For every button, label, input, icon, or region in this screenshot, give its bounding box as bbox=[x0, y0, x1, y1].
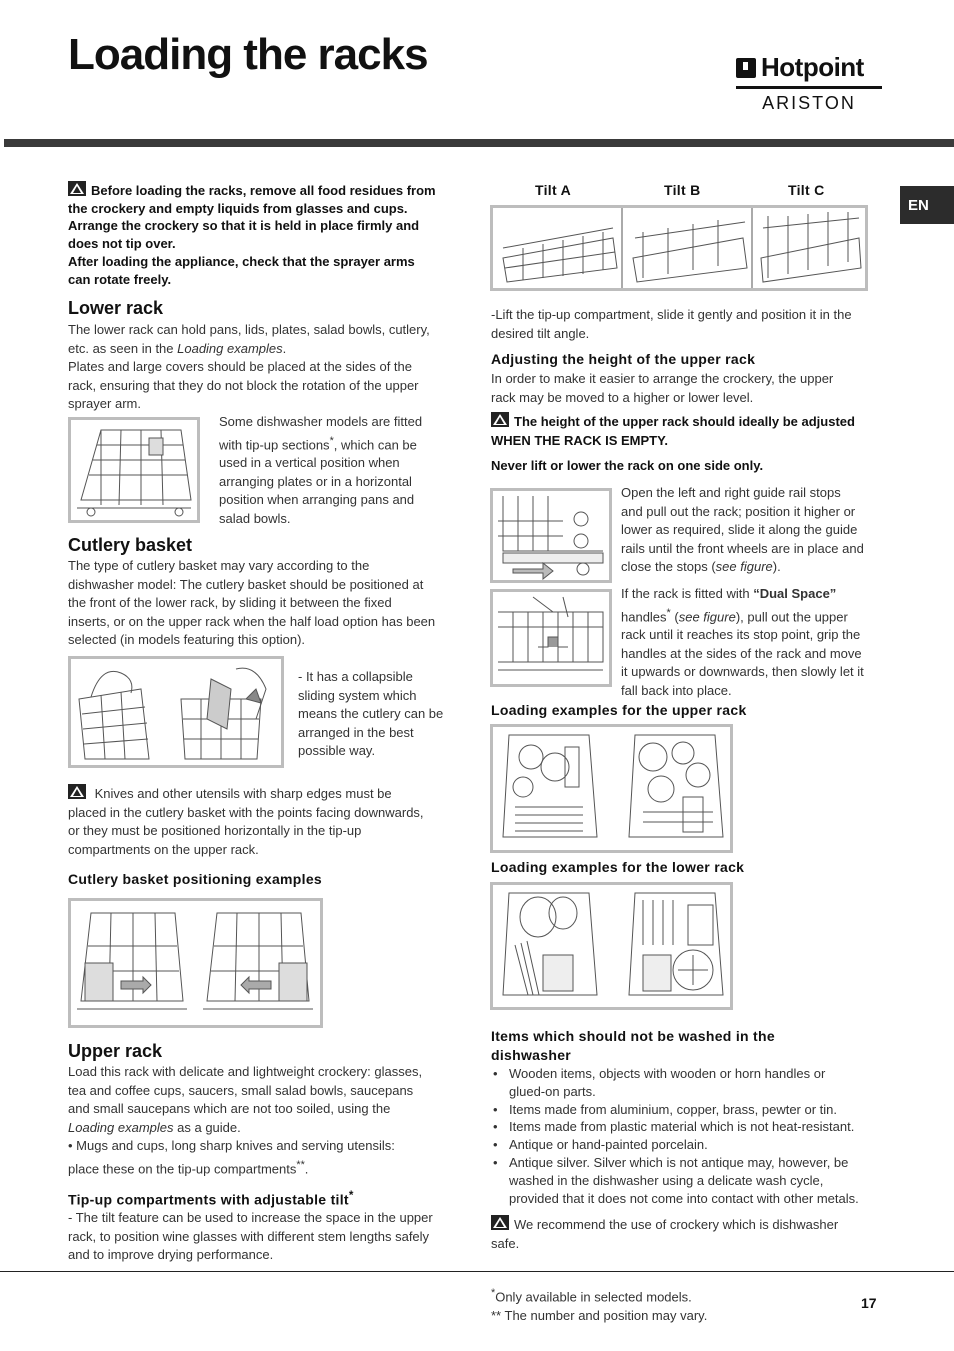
cutlery-examples-heading: Cutlery basket positioning examples bbox=[68, 871, 323, 887]
tilt-c-label: Tilt C bbox=[788, 182, 825, 198]
brand-name: Hotpoint bbox=[761, 52, 864, 82]
text-span: . bbox=[282, 340, 287, 356]
text-line: • Mugs and cups, long sharp knives and serving utensils: bbox=[68, 1138, 395, 1153]
cutlery-positioning-figure bbox=[68, 898, 323, 1028]
cutlery-basket-text bbox=[68, 557, 460, 650]
text-span: with tip-up sections bbox=[219, 436, 330, 452]
intro-warning-line: Arrange the crockery so that it is held in place firmly and bbox=[68, 218, 420, 234]
text-line: sliding system which bbox=[298, 687, 417, 703]
text-span: The height of the upper rack should ideally be adjusted bbox=[514, 414, 855, 429]
text-span: Knives and other utensils with sharp edges must be bbox=[94, 786, 392, 801]
text-line: - The tilt feature can be used to increase the space in the upper bbox=[68, 1210, 433, 1225]
text-em: see figure bbox=[678, 608, 736, 624]
logo-divider bbox=[736, 86, 882, 89]
adjusting-text bbox=[491, 370, 881, 407]
text-span: ). bbox=[772, 559, 781, 574]
footnote-mark: * bbox=[491, 1287, 496, 1299]
lower-rack-text bbox=[68, 321, 458, 414]
text-span: , which can be bbox=[333, 436, 417, 452]
text-line: possible way. bbox=[298, 743, 376, 758]
language-tab: EN bbox=[900, 186, 954, 224]
loading-lower-heading: Loading examples for the lower rack bbox=[491, 859, 745, 875]
footnote-text: Only available in selected models. bbox=[495, 1289, 692, 1305]
dual-space-term: “Dual Space” bbox=[753, 586, 837, 601]
text-em: see figure bbox=[715, 559, 773, 574]
dual-space-figure bbox=[490, 589, 612, 687]
guide-rail-illustration bbox=[493, 491, 609, 580]
lower-rack-figure bbox=[68, 417, 200, 523]
text-line: glued-on parts. bbox=[509, 1083, 596, 1099]
header-bar bbox=[4, 139, 954, 147]
height-warning bbox=[491, 412, 886, 450]
heading-line: dishwasher bbox=[491, 1047, 572, 1063]
text-line: • Antique silver. Silver which is not antique may, however, be bbox=[509, 1154, 849, 1170]
page-title: Loading the racks bbox=[68, 30, 428, 79]
warning-icon bbox=[68, 784, 86, 799]
loading-upper-heading: Loading examples for the upper rack bbox=[491, 702, 747, 718]
text-line: Open the left and right guide rail stops bbox=[621, 485, 841, 500]
text-span: ( bbox=[670, 608, 679, 624]
text-line: • Items made from plastic material which is not heat-resistant. bbox=[509, 1119, 855, 1135]
knives-warning bbox=[68, 784, 460, 859]
loading-lower-illustration bbox=[493, 885, 730, 1007]
text-line: position when arranging pans and bbox=[219, 492, 415, 508]
upper-rack-text bbox=[68, 1063, 460, 1178]
text-span: place these on the tip-up compartments bbox=[68, 1160, 297, 1176]
collapsible-text bbox=[298, 668, 458, 761]
text-line: inserts, or on the upper rack when the half load option has been bbox=[68, 613, 436, 629]
lower-rack-heading: Lower rack bbox=[68, 298, 164, 318]
text-line: and small saucepans which are not too soiled, using the bbox=[68, 1101, 391, 1116]
text-span: as a guide. bbox=[173, 1119, 241, 1135]
tipup-sections-text bbox=[219, 413, 459, 528]
tilt-a-label: Tilt A bbox=[535, 182, 572, 198]
page-number: 17 bbox=[861, 1295, 877, 1311]
text-line: arranged in the best bbox=[298, 724, 414, 740]
text-line: compartments on the upper rack. bbox=[68, 841, 259, 857]
text-line: In order to make it easier to arrange the crockery, the upper bbox=[491, 371, 834, 386]
lower-rack-illustration bbox=[71, 420, 197, 520]
adjusting-heading: Adjusting the height of the upper rack bbox=[491, 351, 756, 367]
not-washed-heading bbox=[491, 1027, 775, 1065]
dual-space-text bbox=[621, 585, 883, 700]
loading-lower-figure bbox=[490, 882, 733, 1010]
text-line: • Items made from aluminium, copper, brass, pewter or tin. bbox=[509, 1101, 838, 1117]
text-line: provided that it does not come into contact with other metals. bbox=[509, 1190, 859, 1206]
hotpoint-mark-icon bbox=[736, 58, 756, 78]
cutlery-basket-illustration bbox=[71, 659, 281, 765]
tipup-heading-text: Tip-up compartments with adjustable tilt bbox=[68, 1191, 349, 1208]
intro-warning-line: the crockery and empty liquids from glasses and cups. bbox=[68, 200, 408, 216]
tipup-text bbox=[68, 1209, 460, 1265]
text-line: fall back into place. bbox=[621, 682, 732, 698]
loading-upper-illustration bbox=[493, 727, 730, 850]
tilt-b-label: Tilt B bbox=[664, 182, 701, 198]
text-line: or they must be positioned horizontally in the tip-up bbox=[68, 823, 362, 838]
intro-warning-line: Before loading the racks, remove all food residues from bbox=[91, 183, 436, 198]
cutlery-basket-heading: Cutlery basket bbox=[68, 535, 193, 555]
not-washed-list bbox=[491, 1065, 886, 1207]
text-line: Plates and large covers should be placed at the sides of the bbox=[68, 359, 412, 374]
intro-warning bbox=[68, 181, 458, 288]
text-span: handles bbox=[621, 608, 667, 624]
list-item bbox=[491, 1118, 886, 1136]
text-line: -Lift the tip-up compartment, slide it gently and position it in the bbox=[491, 307, 852, 322]
recommend-note bbox=[491, 1215, 886, 1253]
text-line: lower as required, slide it along the guide bbox=[621, 522, 858, 537]
warning-icon bbox=[491, 412, 509, 427]
footnotes bbox=[491, 1284, 821, 1325]
text-span: . bbox=[304, 1160, 309, 1176]
text-line: dishwasher model: The cutlery basket should be positioned at bbox=[68, 576, 424, 592]
text-line: it upwards or downwards, then slowly let it bbox=[621, 664, 864, 680]
list-item bbox=[491, 1154, 886, 1207]
text-span: If the rack is fitted with bbox=[621, 586, 754, 601]
list-item bbox=[491, 1065, 886, 1101]
text-line: salad bowls. bbox=[219, 510, 291, 526]
tilt-illustration bbox=[493, 208, 865, 288]
footer-rule bbox=[0, 1271, 954, 1272]
guide-rail-figure bbox=[490, 488, 612, 583]
footnote-mark: * bbox=[348, 1189, 354, 1202]
text-line: The lower rack can hold pans, lids, plates, salad bowls, cutlery, bbox=[68, 322, 430, 337]
text-line: tea and coffee cups, saucers, small salad bowls, saucepans bbox=[68, 1082, 414, 1098]
cutlery-positioning-illustration bbox=[71, 901, 320, 1025]
text-line: • Antique or hand-painted porcelain. bbox=[509, 1137, 708, 1153]
heading-line: Items which should not be washed in the bbox=[491, 1028, 775, 1044]
tilt-caption bbox=[491, 306, 881, 343]
text-line: rack, to position wine glasses with different stem lengths safely bbox=[68, 1228, 430, 1244]
text-line: desired tilt angle. bbox=[491, 325, 590, 341]
footnote-mark: * bbox=[329, 434, 334, 447]
text-line: the front of the lower rack, by sliding it between the fixed bbox=[68, 595, 392, 610]
footnote-mark: ** bbox=[491, 1307, 502, 1323]
text-line: Some dishwasher models are fitted bbox=[219, 414, 423, 429]
text-line: rails until the front wheels are in place and bbox=[621, 540, 864, 556]
text-line: Load this rack with delicate and lightweight crockery: glasses, bbox=[68, 1064, 423, 1079]
text-line: and pull out the rack; position it higher or bbox=[621, 503, 856, 519]
text-span: We recommend the use of crockery which is dishwasher bbox=[514, 1217, 839, 1232]
text-line: rack may be moved to a higher or lower level. bbox=[491, 389, 754, 405]
intro-warning-line: does not tip over. bbox=[68, 236, 176, 252]
text-em: Loading examples bbox=[68, 1119, 174, 1135]
dual-space-illustration bbox=[493, 592, 609, 684]
text-line: arranging plates or in a horizontal bbox=[219, 473, 412, 489]
text-line: selected (in models featuring this option). bbox=[68, 632, 306, 647]
loading-upper-figure bbox=[490, 724, 733, 853]
footnote-text: The number and position may vary. bbox=[501, 1307, 708, 1323]
text-line: • Wooden items, objects with wooden or horn handles or bbox=[509, 1066, 826, 1081]
text-line: washed in the dishwasher using a delicate wash cycle, bbox=[509, 1172, 824, 1188]
warning-icon bbox=[491, 1215, 509, 1230]
text-span: close the stops ( bbox=[621, 559, 716, 574]
intro-warning-line: can rotate freely. bbox=[68, 271, 172, 287]
text-line: WHEN THE RACK IS EMPTY. bbox=[491, 432, 668, 448]
text-line: sprayer arm. bbox=[68, 396, 141, 411]
text-line: means the cutlery can be bbox=[298, 706, 444, 721]
warning-icon bbox=[68, 181, 86, 196]
intro-warning-line: After loading the appliance, check that the sprayer arms bbox=[68, 253, 415, 269]
brand-sub: ARISTON bbox=[762, 93, 856, 113]
tipup-heading bbox=[68, 1189, 354, 1208]
text-line: rack, ensuring that they do not block the rotation of the upper bbox=[68, 377, 419, 393]
text-line: rack until it reaches its stop point, grip the bbox=[621, 627, 861, 643]
text-line: and to improve drying performance. bbox=[68, 1247, 274, 1262]
list-item bbox=[491, 1101, 886, 1119]
upper-rack-heading: Upper rack bbox=[68, 1041, 163, 1061]
list-item bbox=[491, 1136, 886, 1154]
footnote-mark: * bbox=[666, 606, 671, 619]
text-span: ), pull out the upper bbox=[735, 608, 848, 624]
text-line: safe. bbox=[491, 1235, 520, 1251]
text-line: The type of cutlery basket may vary according to the bbox=[68, 558, 370, 573]
text-line: used in a vertical position when bbox=[219, 455, 400, 471]
guide-rail-text bbox=[621, 484, 883, 577]
footnote-mark: ** bbox=[296, 1158, 305, 1171]
text-line: placed in the cutlery basket with the points facing downwards, bbox=[68, 804, 424, 820]
cutlery-basket-figure bbox=[68, 656, 284, 768]
text-em: Loading examples bbox=[177, 340, 283, 356]
tilt-figure bbox=[490, 205, 868, 291]
hotpoint-ariston-logo bbox=[736, 52, 882, 114]
never-lift-text: Never lift or lower the rack on one side only. bbox=[491, 458, 764, 473]
text-line: handles at the sides of the rack and move bbox=[621, 645, 862, 661]
text-line: - It has a collapsible bbox=[298, 669, 413, 684]
text-span: etc. as seen in the bbox=[68, 340, 178, 356]
